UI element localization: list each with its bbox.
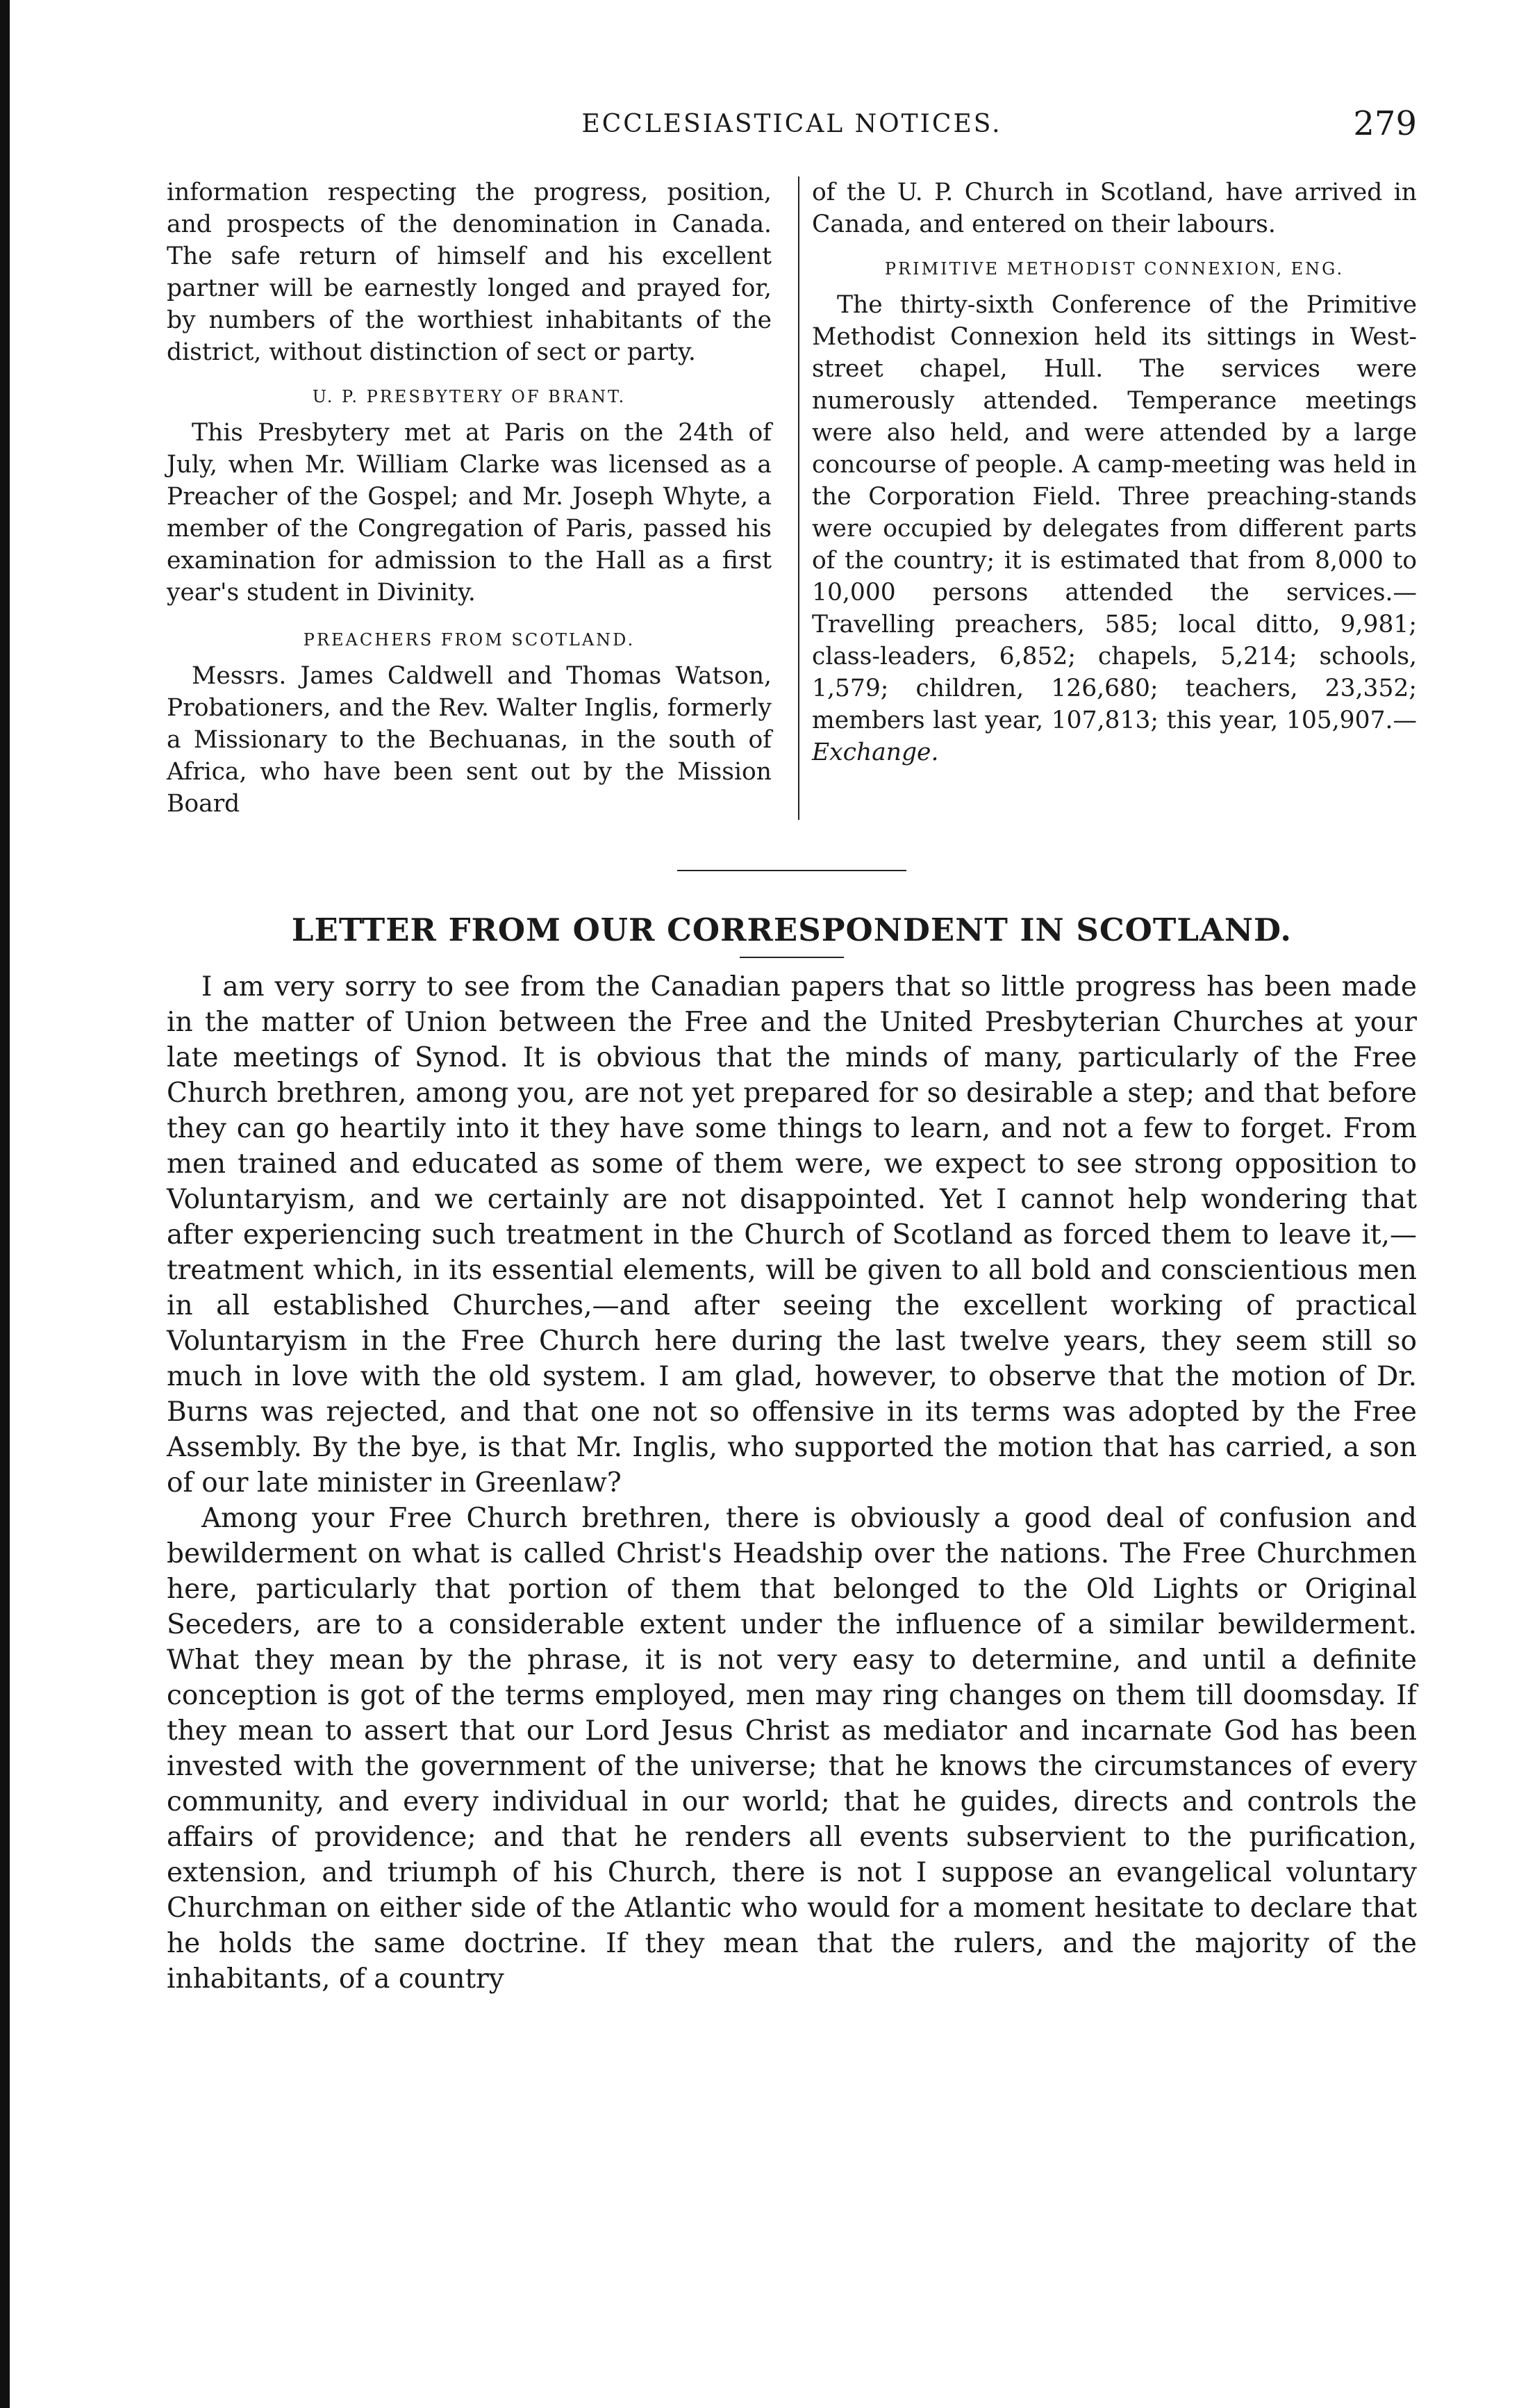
- continued-paragraph: of the U. P. Church in Scotland, have arrived in Canada, and entered on their labours.: [812, 179, 1418, 238]
- running-title: ECCLESIASTICAL NOTICES.: [581, 110, 1002, 138]
- column-divider: [798, 176, 799, 820]
- running-head: [167, 104, 1417, 160]
- section-heading-brant: U. P. PRESBYTERY OF BRANT.: [312, 387, 626, 406]
- methodist-body: The thirty-sixth Conference of the Primitive Methodist Connexion held its sittings in West-street chapel, Hull. The services were numerously attended. Temperance meetings were also held, and were attended by a large concourse of people. A camp-meeting was held in the Corporation Field. Three preaching-stands were occupied by delegates from different parts of the country; it is estimated that from 8,000 to 10,000 persons attended the services.—Travelling preachers, 585; local ditto, 9,981; class-leaders, 6,852; chapels, 5,214; schools, 1,579; children, 126,680; teachers, 23,352; members last year, 107,813; this year, 105,907.—: [812, 291, 1418, 734]
- section-separator: [677, 870, 906, 871]
- methodist-source: Exchange.: [812, 739, 939, 766]
- left-column: [167, 176, 786, 820]
- section-text-brant: This Presbytery met at Paris on the 24th of July, when Mr. William Clarke was licensed as a Preacher of the Gospel; and Mr. Joseph Whyte, a member of the Congregation of Paris, passed his examination for admission to the Hall as a first year's student in Divinity.: [167, 419, 772, 607]
- article-paragraph-2: Among your Free Church brethren, there is obviously a good deal of confusion and bewilderment on what is called Christ's Headship over the nations. The Free Churchmen here, particularly that portion of them that belonged to the Old Lights or Original Seceders, are to a considerable extent under the influence of a similar bewilderment. What they mean by the phrase, it is not very easy to determine, and until a definite conception is got of the terms employed, men may ring changes on them till doomsday. If they mean to assert that our Lord Jesus Christ as mediator and incarnate God has been invested with the government of the universe; that he knows the circumstances of every community, and every individual in our world; that he guides, directs and controls the affairs of providence; and that he renders all events subservient to the purification, extension, and triumph of his Church, there is not I suppose an evangelical voluntary Churchman on either side of the Atlantic who would for a moment hesitate to declare that he holds the same doctrine. If they mean that the rulers, and the majority of the inhabitants, of a country: [167, 1503, 1417, 1995]
- title-underline: [740, 957, 844, 958]
- section-text-preachers: Messrs. James Caldwell and Thomas Watson, Probationers, and the Rev. Walter Inglis, formerly a Missionary to the Bechuanas, in the south of Africa, who have been sent out by the Mission Board: [167, 662, 772, 818]
- article-paragraph-1: I am very sorry to see from the Canadian papers that so little progress has been made in the matter of Union between the Free and the United Presbyterian Churches at your late meetings of Synod. It is obvious that the minds of many, particularly of the Free Church brethren, among you, are not yet prepared for so desirable a step; and that before they can go heartily into it they have some things to learn, and not a few to forget. From men trained and educated as some of them were, we expect to see strong opposition to Voluntaryism, and we certainly are not disappointed. Yet I cannot help wondering that after experiencing such treatment in the Church of Scotland as forced them to leave it,—treatment which, in its essential elements, will be given to all bold and conscientious men in all established Churches,—and after seeing the excellent working of practical Voluntaryism in the Free Church here during the last twelve years, they seem still so much in love with the old system. I am glad, however, to observe that the motion of Dr. Burns was rejected, and that one not so offensive in its terms was adopted by the Free Assembly. By the bye, is that Mr. Inglis, who supported the motion that has carried, a son of our late minister in Greenlaw?: [167, 971, 1417, 1499]
- section-heading-methodist: PRIMITIVE METHODIST CONNEXION, ENG.: [884, 259, 1345, 279]
- article-body: [167, 969, 1417, 1997]
- page: [167, 104, 1417, 1997]
- article-title: LETTER FROM OUR CORRESPONDENT IN SCOTLAND.: [291, 912, 1293, 948]
- section-text-methodist: [812, 289, 1417, 768]
- section-heading-preachers: PREACHERS FROM SCOTLAND.: [303, 630, 636, 650]
- binding-edge: [0, 0, 10, 2408]
- intro-paragraph: information respecting the progress, position, and prospects of the denomination in Canada. The safe return of himself and his excellent partner will be earnestly longed and prayed for, by numbers of the worthiest inhabitants of the district, without distinction of sect or party.: [167, 179, 772, 366]
- two-column-section: [167, 176, 1417, 820]
- page-number: 279: [1353, 104, 1417, 143]
- right-column: [812, 176, 1417, 820]
